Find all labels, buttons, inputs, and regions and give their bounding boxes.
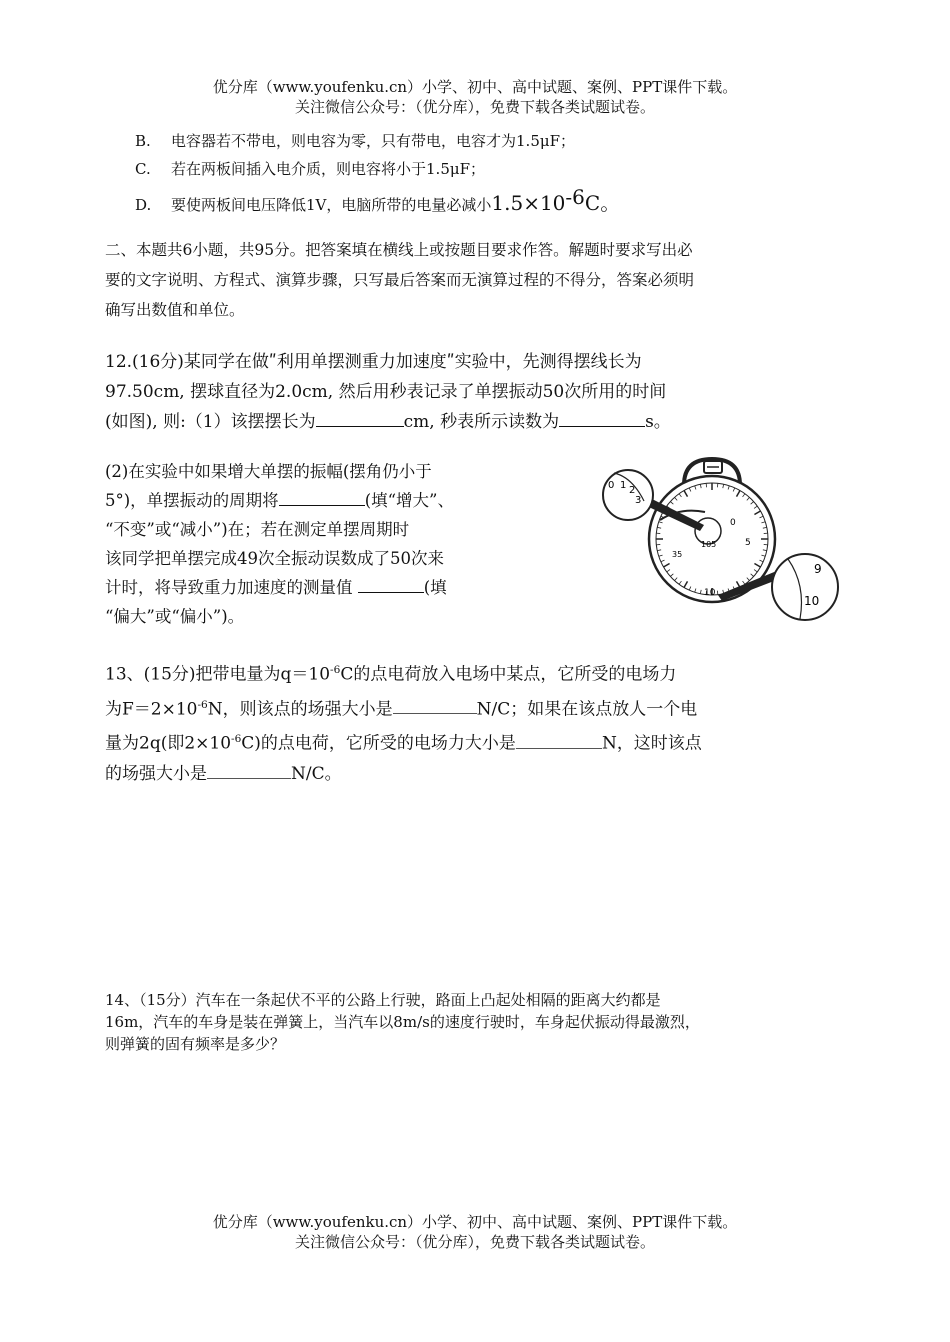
answer-blank-length[interactable]	[316, 410, 404, 427]
option-letter: C.	[135, 160, 151, 178]
page-footer	[0, 1212, 950, 1252]
q12-part2-line: “偏大”或“偏小”)。	[105, 607, 245, 626]
second-label: 10	[704, 588, 716, 598]
q12-text: s。	[645, 412, 671, 432]
q13-line-4	[105, 759, 702, 789]
q13-text: N/C。	[291, 763, 342, 784]
option-text: 若在两板间插入电介质，则电容将小于1.5μF；	[171, 160, 486, 178]
second-label: 35	[672, 550, 683, 559]
option-text: 要使两板间电压降低1V，电脑所带的电量必减小	[171, 196, 492, 214]
charge-unit: C。	[584, 191, 621, 215]
q13-line-3	[105, 724, 702, 759]
q13-text: 13、(15分)把带电量为q＝10	[105, 664, 331, 685]
q12-part2-line: 该同学把单摆完成49次全振动误数成了50次来	[105, 549, 444, 568]
option-text: 电容器若不带电，则电容为零，只有带电，电容才为1.5μF；	[171, 132, 576, 150]
question-13	[105, 655, 702, 789]
q13-exponent: -6	[197, 698, 208, 711]
q12-text: 计时，将导致重力加速度的测量值	[105, 578, 358, 597]
question-14	[105, 989, 700, 1055]
answer-blank-field-strength[interactable]	[393, 697, 477, 714]
option-c	[135, 159, 485, 179]
charge-exponent: -6	[565, 185, 585, 209]
answer-blank-period[interactable]	[279, 489, 365, 506]
charge-value: 1.5×10	[491, 191, 566, 215]
q12-text: (填“增大”、	[364, 491, 454, 510]
q13-text: N，这时该点	[601, 733, 702, 754]
q13-text: C)的点电荷，它所受的电场力大小是	[241, 733, 516, 754]
stopwatch-figure	[600, 455, 845, 625]
minute-tick-label: 2	[629, 485, 636, 496]
section-2-line: 确写出数值和单位。	[105, 301, 245, 319]
answer-blank-field-strength-2[interactable]	[207, 762, 291, 779]
q12-line-3	[105, 407, 671, 437]
q13-line-2	[105, 690, 702, 725]
q12-text: (如图), 则:（1）该摆摆长为	[105, 412, 316, 432]
q12-line-1: 12.(16分)某同学在做ʺ利用单摆测重力加速度ʺ实验中，先测得摆线长为	[105, 352, 642, 372]
option-b	[135, 131, 575, 151]
q12-text: cm, 秒表所示读数为	[403, 412, 560, 432]
q13-text: N，则该点的场强大小是	[207, 699, 393, 720]
page-header	[0, 77, 950, 117]
q12-part2-line	[105, 573, 454, 602]
q13-text: N/C；如果在该点放人一个电	[476, 699, 698, 720]
q13-text: 量为2q(即2×10	[105, 733, 232, 754]
answer-blank-reading[interactable]	[559, 410, 645, 427]
second-label: 0	[730, 518, 736, 528]
option-letter: B.	[135, 132, 151, 150]
option-d	[135, 187, 620, 215]
section-2-line: 二、本题共6小题，共95分。把答案填在横线上或按题目要求作答。解题时要求写出必	[105, 241, 693, 259]
q13-line-1	[105, 655, 702, 690]
face-label: 105	[701, 540, 717, 549]
question-12	[105, 347, 671, 437]
answer-blank-force[interactable]	[516, 732, 602, 749]
header-line-2: 关注微信公众号：（优分库），免费下载各类试题试卷。	[294, 98, 655, 116]
q14-line: 则弹簧的固有频率是多少？	[105, 1035, 286, 1053]
footer-line-2: 关注微信公众号：（优分库），免费下载各类试题试卷。	[294, 1233, 655, 1251]
zoom-label: 9	[814, 562, 822, 576]
question-12-part-2	[105, 457, 454, 631]
q14-line: 16m，汽车的车身是装在弹簧上，当汽车以8m/s的速度行驶时，车身起伏振动得最激烈，	[105, 1013, 700, 1031]
minute-tick-label: 0	[608, 480, 615, 491]
q12-text: 5°)，单摆振动的周期将	[105, 491, 279, 510]
header-line-1: 优分库（www.youfenku.cn）小学、初中、高中试题、案例、PPT课件下载。	[212, 78, 738, 96]
q12-part2-line: (2)在实验中如果增大单摆的振幅(摆角仍小于	[105, 462, 432, 481]
zoom-lens-minutes	[603, 470, 653, 520]
q13-text: 的场强大小是	[105, 763, 207, 784]
zoom-label: 10	[804, 594, 820, 608]
q12-line-2: 97.50cm, 摆球直径为2.0cm, 然后用秒表记录了单摆振动50次所用的时间	[105, 382, 667, 402]
q12-part2-line: “不变”或“减小”)在；若在测定单摆周期时	[105, 520, 410, 539]
option-letter: D.	[135, 196, 152, 214]
section-2-line: 要的文字说明、方程式、演算步骤，只写最后答案而无演算过程的不得分，答案必须明	[105, 271, 695, 289]
q13-exponent: -6	[330, 664, 341, 676]
q14-line: 14、（15分）汽车在一条起伏不平的公路上行驶，路面上凸起处相隔的距离大约都是	[105, 991, 661, 1009]
section-2-instructions	[105, 235, 694, 325]
footer-line-1: 优分库（www.youfenku.cn）小学、初中、高中试题、案例、PPT课件下载。	[212, 1213, 738, 1231]
q13-exponent: -6	[231, 733, 242, 746]
answer-blank-gravity[interactable]	[358, 576, 424, 593]
minute-tick-label: 3	[635, 495, 642, 506]
second-label: 5	[745, 538, 751, 548]
q13-text: 为F＝2×10	[105, 699, 198, 720]
q13-text: C的点电荷放入电场中某点，它所受的电场力	[340, 664, 677, 685]
minute-tick-label: 1	[620, 480, 627, 491]
zoom-lens-seconds	[772, 554, 838, 620]
q12-text: (填	[423, 578, 447, 597]
q12-part2-line	[105, 486, 454, 515]
